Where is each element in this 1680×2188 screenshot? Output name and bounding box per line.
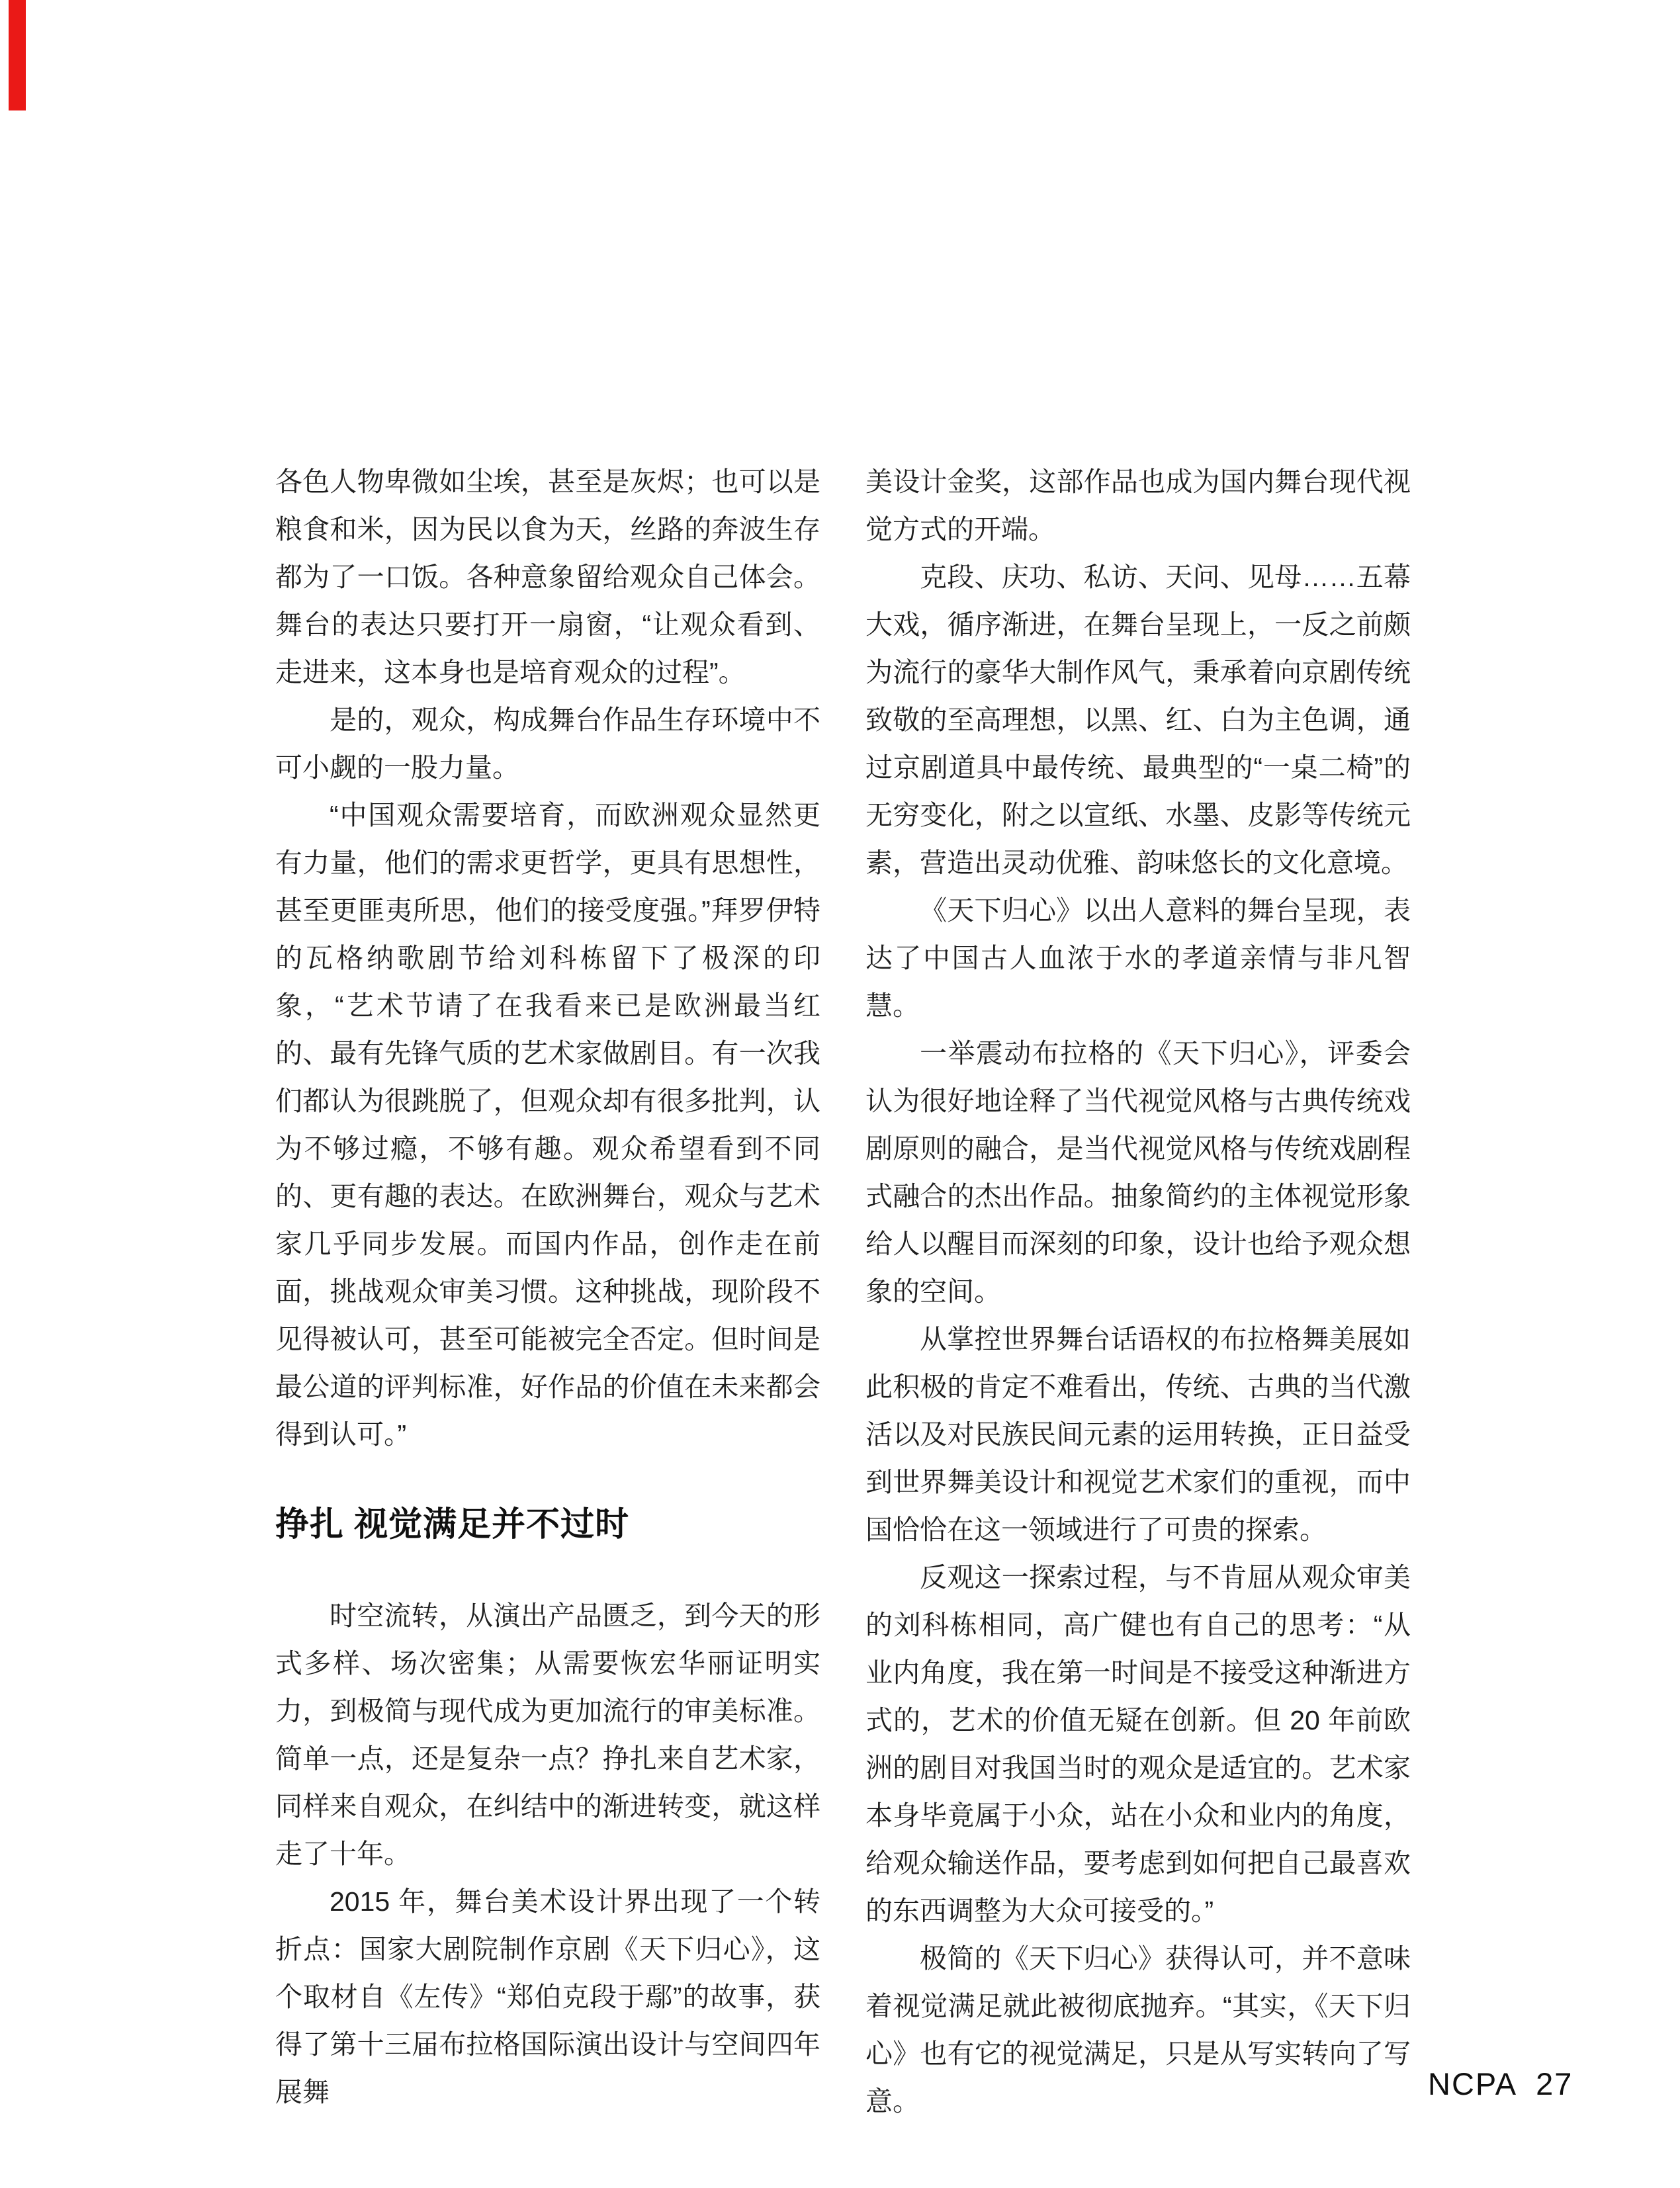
body-paragraph: 一举震动布拉格的《天下归心》，评委会认为很好地诠释了当代视觉风格与古典传统戏剧原则的融合，是当代视觉风格与传统戏剧程式融合的杰出作品。抽象简约的主体视觉形象给人以醒目而深刻的印象，设计也给予观众想象的空间。 [865, 1038, 1411, 1307]
body-paragraph: 克段、庆功、私访、天问、见母……五幕大戏，循序渐进，在舞台呈现上，一反之前颇为流行的豪华大制作风气，秉承着向京剧传统致敬的至高理想，以黑、红、白为主色调，通过京剧道具中最传统、最典型的“一桌二椅”的无穷变化，附之以宣纸、水墨、皮影等传统元素，营造出灵动优雅、韵味悠长的文化意境。 [865, 562, 1411, 878]
page-footer [1428, 2067, 1573, 2101]
text-column-left [275, 458, 820, 2116]
body-paragraph: “中国观众需要培育，而欧洲观众显然更有力量，他们的需求更哲学，更具有思想性，甚至更匪夷所思，他们的接受度强。”拜罗伊特的瓦格纳歌剧节给刘科栋留下了极深的印象，“艺术节请了在我看来已是欧洲最当红的、最有先锋气质的艺术家做剧目。有一次我们都认为很跳脱了，但观众却有很多批判，认为不够过瘾，不够有趣。观众希望看到不同的、更有趣的表达。在欧洲舞台，观众与艺术家几乎同步发展。而国内作品，创作走在前面，挑战观众审美习惯。这种挑战，现阶段不见得被认可，甚至可能被完全否定。但时间是最公道的评判标准，好作品的价值在未来都会得到认可。” [275, 800, 820, 1450]
section-heading: 挣扎 视觉满足并不过时 [275, 1505, 630, 1543]
text-column-right [865, 458, 1411, 2125]
body-paragraph: 从掌控世界舞台话语权的布拉格舞美展如此积极的肯定不难看出，传统、古典的当代激活以及对民族民间元素的运用转换，正日益受到世界舞美设计和视觉艺术家们的重视，而中国恰恰在这一领域进行了可贵的探索。 [865, 1324, 1411, 1545]
body-paragraph: 是的，观众，构成舞台作品生存环境中不可小觑的一股力量。 [275, 705, 820, 783]
body-paragraph: 美设计金奖，这部作品也成为国内舞台现代视觉方式的开端。 [865, 466, 1411, 545]
body-paragraph: 《天下归心》以出人意料的舞台呈现，表达了中国古人血浓于水的孝道亲情与非凡智慧。 [865, 895, 1411, 1021]
body-paragraph: 2015 年，舞台美术设计界出现了一个转折点：国家大剧院制作京剧《天下归心》，这个取材自《左传》“郑伯克段于鄢”的故事，获得了第十三届布拉格国际演出设计与空间四年展舞 [275, 1886, 820, 2107]
journal-label: NCPA [1428, 2066, 1518, 2101]
body-paragraph: 各色人物卑微如尘埃，甚至是灰烬；也可以是粮食和米，因为民以食为天，丝路的奔波生存都为了一口饭。各种意象留给观众自己体会。舞台的表达只要打开一扇窗，“让观众看到、走进来，这本身也是培育观众的过程”。 [275, 466, 820, 687]
body-paragraph: 极简的《天下归心》获得认可，并不意味着视觉满足就此被彻底抛弃。“其实，《天下归心》也有它的视觉满足，只是从写实转向了写意。 [865, 1943, 1411, 2117]
corner-accent-mark [9, 0, 26, 110]
page-number: 27 [1536, 2066, 1573, 2101]
body-paragraph: 时空流转，从演出产品匮乏，到今天的形式多样、场次密集；从需要恢宏华丽证明实力，到极简与现代成为更加流行的审美标准。简单一点，还是复杂一点？挣扎来自艺术家，同样来自观众，在纠结中的渐进转变，就这样走了十年。 [275, 1600, 820, 1869]
body-paragraph: 反观这一探索过程，与不肯屈从观众审美的刘科栋相同，高广健也有自己的思考：“从业内角度，我在第一时间是不接受这种渐进方式的，艺术的价值无疑在创新。但 20 年前欧洲的剧目对我国当时的观众是适宜的。艺术家本身毕竟属于小众，站在小众和业内的角度，给观众输送作品，要考虑到如何把自己最喜欢的东西调整为大众可接受的。” [865, 1562, 1411, 1926]
